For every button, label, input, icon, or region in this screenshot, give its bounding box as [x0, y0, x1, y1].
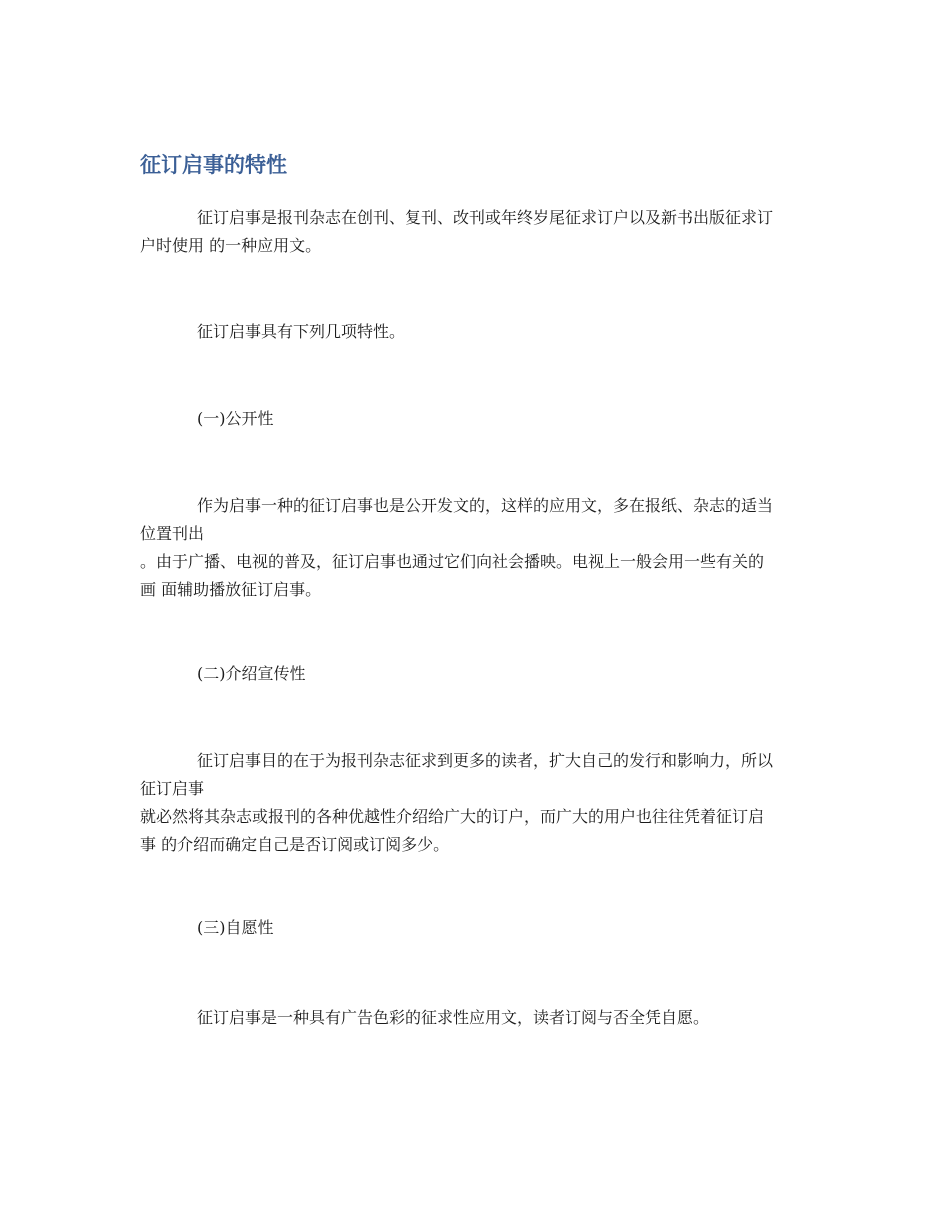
paragraph-line: 就必然将其杂志或报刊的各种优越性介绍给广大的订户，而广大的用户也往往凭着征订启 — [140, 807, 765, 826]
paragraph-line: 事 的介绍而确定自己是否订阅或订阅多少。 — [140, 835, 450, 854]
section-heading-promotion — [140, 660, 812, 688]
paragraph-line: 画 面辅助播放征订启事。 — [140, 580, 322, 599]
paragraph-promotion — [140, 747, 812, 859]
paragraph-line: 征订启事具有下列几项特性。 — [197, 322, 406, 341]
paragraph-intro — [140, 318, 812, 346]
section-heading-publicity — [140, 405, 812, 433]
document-title: 征订启事的特性 — [140, 153, 287, 177]
paragraph-line: 。由于广播、电视的普及，征订启事也通过它们向社会播映。电视上一般会用一些有关的 — [140, 552, 765, 571]
paragraph-publicity — [140, 492, 812, 604]
paragraph-line: 征订启事 — [140, 779, 205, 798]
section-heading-voluntary — [140, 914, 812, 942]
paragraph-definition — [140, 204, 812, 260]
section-heading-line: (一)公开性 — [197, 409, 274, 428]
paragraph-line: 征订启事是报刊杂志在创刊、复刊、改刊或年终岁尾征求订户以及新书出版征求订 — [197, 208, 774, 227]
paragraph-line: 户时使用 的一种应用文。 — [140, 236, 322, 255]
paragraph-line: 位置刊出 — [140, 524, 205, 543]
paragraph-voluntary — [140, 1004, 812, 1032]
section-heading-line: (二)介绍宣传性 — [197, 664, 306, 683]
paragraph-line: 征订启事是一种具有广告色彩的征求性应用文，读者订阅与否全凭自愿。 — [197, 1008, 710, 1027]
paragraph-line: 征订启事目的在于为报刊杂志征求到更多的读者，扩大自己的发行和影响力，所以 — [197, 751, 774, 770]
paragraph-line: 作为启事一种的征订启事也是公开发文的，这样的应用文，多在报纸、杂志的适当 — [197, 496, 774, 515]
section-heading-line: (三)自愿性 — [197, 918, 274, 937]
